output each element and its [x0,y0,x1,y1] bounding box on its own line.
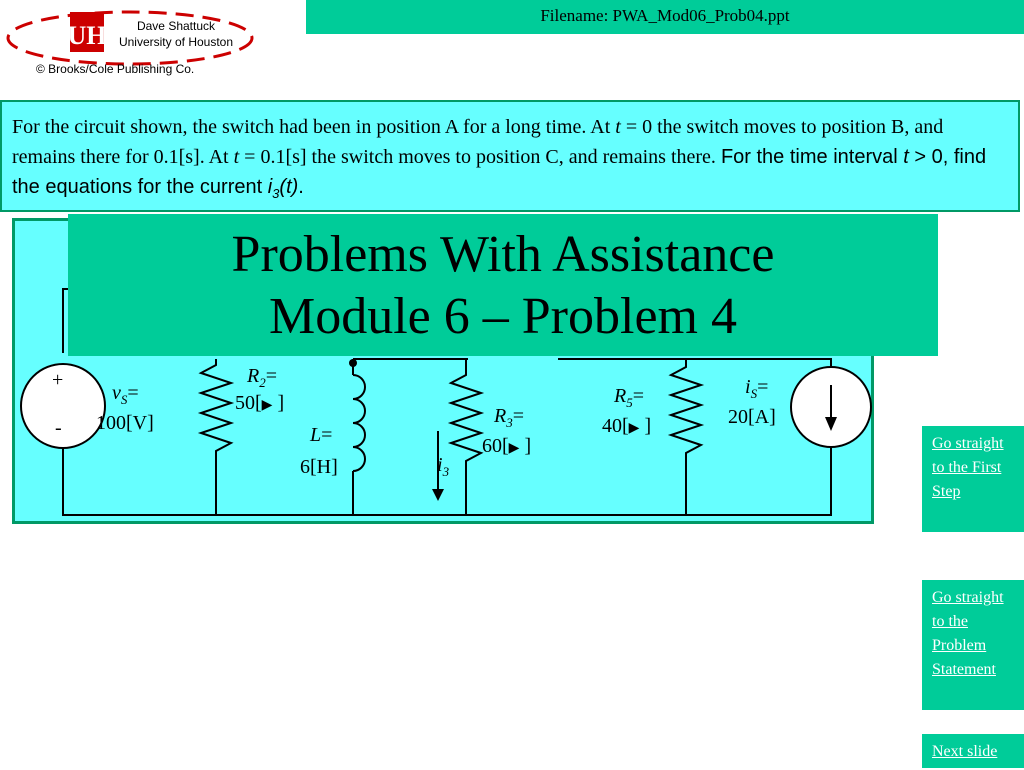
r5-sub: 5 [626,395,633,410]
vs-value: 100[V] [96,412,154,434]
copyright: © Brooks/Cole Publishing Co. [36,62,195,76]
problem-statement [12,112,1008,209]
r5-sym: R [614,385,627,407]
is-label [745,376,768,405]
r5-value-close: ] [639,415,652,437]
r3-sym: R [494,405,507,427]
is-eq: = [757,376,769,398]
title-line2: Module 6 – Problem 4 [269,288,737,345]
go-to-first-step-label[interactable]: Go straight to the First Step [932,435,1004,500]
problem-i-sub: 3 [272,186,280,201]
r5-value [602,415,651,440]
r3-value-close: ] [519,435,532,457]
svg-text:UH: UH [67,21,107,50]
is-sub: S [750,386,758,401]
r2-sub: 2 [259,375,266,390]
problem-t2: t [233,146,240,168]
r2-eq: = [265,365,277,387]
r3-label [494,405,524,434]
vs-minus: - [55,417,62,439]
r2-value-close: ] [272,392,285,414]
go-to-first-step-button[interactable] [922,426,1024,532]
is-sym: i [745,376,751,398]
problem-part3: = 0.1[s] the switch moves to position C, and remains there. [239,146,721,168]
problem-t3: t [903,146,909,168]
next-slide-button[interactable] [922,734,1024,768]
go-to-problem-statement-label[interactable]: Go straight to the Problem Statement [932,589,1004,678]
next-slide-label[interactable]: Next slide [932,743,998,760]
author-org: University of Houston [118,35,234,49]
ohm-icon: ▶ [508,441,520,456]
r3-value-num: 60[ [482,435,509,457]
i3-sub: 3 [442,464,450,479]
vs-sym: v [112,382,121,404]
l-label [310,424,332,446]
r3-value [482,435,531,460]
l-eq: = [321,424,333,446]
title-box [68,214,938,356]
r5-label [614,385,644,414]
r2-label [247,365,277,394]
problem-t1: t [615,116,621,138]
vs-eq: = [127,382,139,404]
problem-part6: (t) [279,176,299,198]
i3-label [437,454,449,483]
page-title [68,224,938,348]
filename-bar [306,0,1024,34]
problem-part4: For the time interval [720,146,904,168]
r2-value [235,392,284,417]
university-logo [0,0,300,95]
r5-value-num: 40[ [602,415,629,437]
r3-eq: = [512,405,524,427]
filename-text: Filename: PWA_Mod06_Prob04.ppt [540,6,790,25]
problem-part2: = 0 the switch moves to position B, and remains there for 0.1[s]. At [12,116,944,168]
problem-statement-box [0,100,1020,212]
problem-part7: . [298,176,304,198]
vs-label [112,382,139,411]
r2-value-num: 50[ [235,392,262,414]
author-name: Dave Shattuck [136,19,216,33]
go-to-problem-statement-button[interactable] [922,580,1024,710]
title-line1: Problems With Assistance [231,226,775,283]
l-sym: L [310,424,322,446]
ohm-icon: ▶ [628,421,640,436]
r2-sym: R [247,365,260,387]
is-value: 20[A] [728,406,776,428]
ohm-icon: ▶ [261,398,273,413]
problem-part5: > 0, find the equations for the current [12,146,987,198]
r5-eq: = [632,385,644,407]
vs-sub: S [120,392,128,407]
i3-sym: i [437,454,443,476]
problem-i: i [267,176,273,198]
vs-plus: + [52,369,64,391]
r3-sub: 3 [506,415,513,430]
problem-part1: For the circuit shown, the switch had been in position A for a long time. At [12,116,616,138]
l-value: 6[H] [300,456,338,478]
logo-author [116,18,236,50]
